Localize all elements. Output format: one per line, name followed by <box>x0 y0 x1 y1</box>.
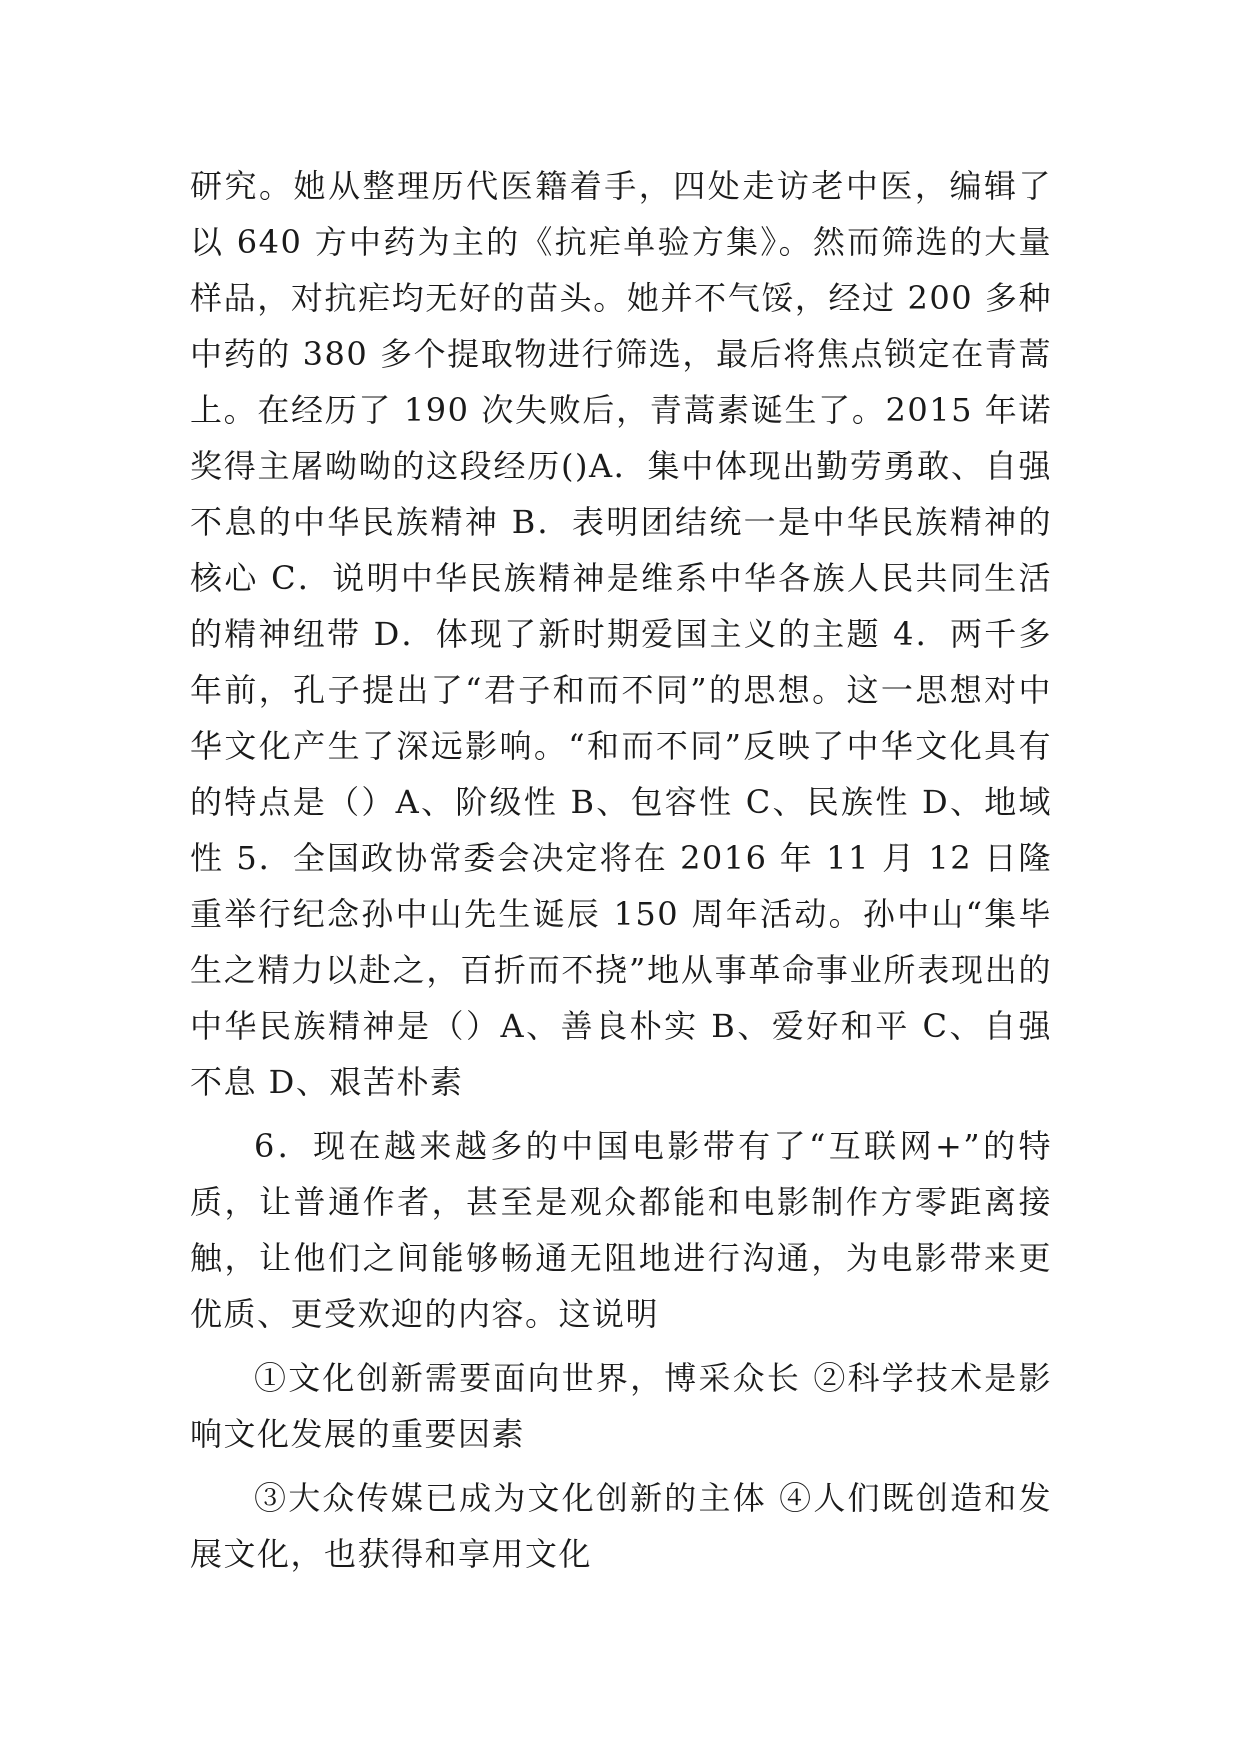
document-body <box>190 158 1052 1582</box>
paragraph-question-3-5: 研究。她从整理历代医籍着手，四处走访老中医，编辑了以 640 方中药为主的《抗疟单验方集》。然而筛选的大量样品，对抗疟均无好的苗头。她并不气馁，经过 200 多种中药的 380 多个提取物进行筛选，最后将焦点锁定在青蒿上。在经历了 190 次失败后，青蒿素诞生了。2015 年诺奖得主屠呦呦的这段经历()A．集中体现出勤劳勇敢、自强不息的中华民族精神 B．表明团结统一是中华民族精神的核心 C．说明中华民族精神是维系中华各族人民共同生活的精神纽带 D．体现了新时期爱国主义的主题 4．两千多年前，孔子提出了“君子和而不同”的思想。这一思想对中华文化产生了深远影响。“和而不同”反映了中华文化具有的特点是（）A、阶级性 B、包容性 C、民族性 D、地域性 5．全国政协常委会决定将在 2016 年 11 月 12 日隆重举行纪念孙中山先生诞辰 150 周年活动。孙中山“集毕生之精力以赴之，百折而不挠”地从事革命事业所表现出的中华民族精神是（）A、善良朴实 B、爱好和平 C、自强不息 D、艰苦朴素 <box>190 167 1052 1101</box>
paragraph-question-6: 6．现在越来越多的中国电影带有了“互联网+”的特质，让普通作者，甚至是观众都能和电影制作方零距离接触，让他们之间能够畅通无阻地进行沟通，为电影带来更优质、更受欢迎的内容。这说明 <box>190 1127 1052 1333</box>
paragraph-options-3-4: ③大众传媒已成为文化创新的主体 ④人们既创造和发展文化，也获得和享用文化 <box>190 1479 1052 1573</box>
paragraph-options-1-2: ①文化创新需要面向世界，博采众长 ②科学技术是影响文化发展的重要因素 <box>190 1359 1052 1453</box>
